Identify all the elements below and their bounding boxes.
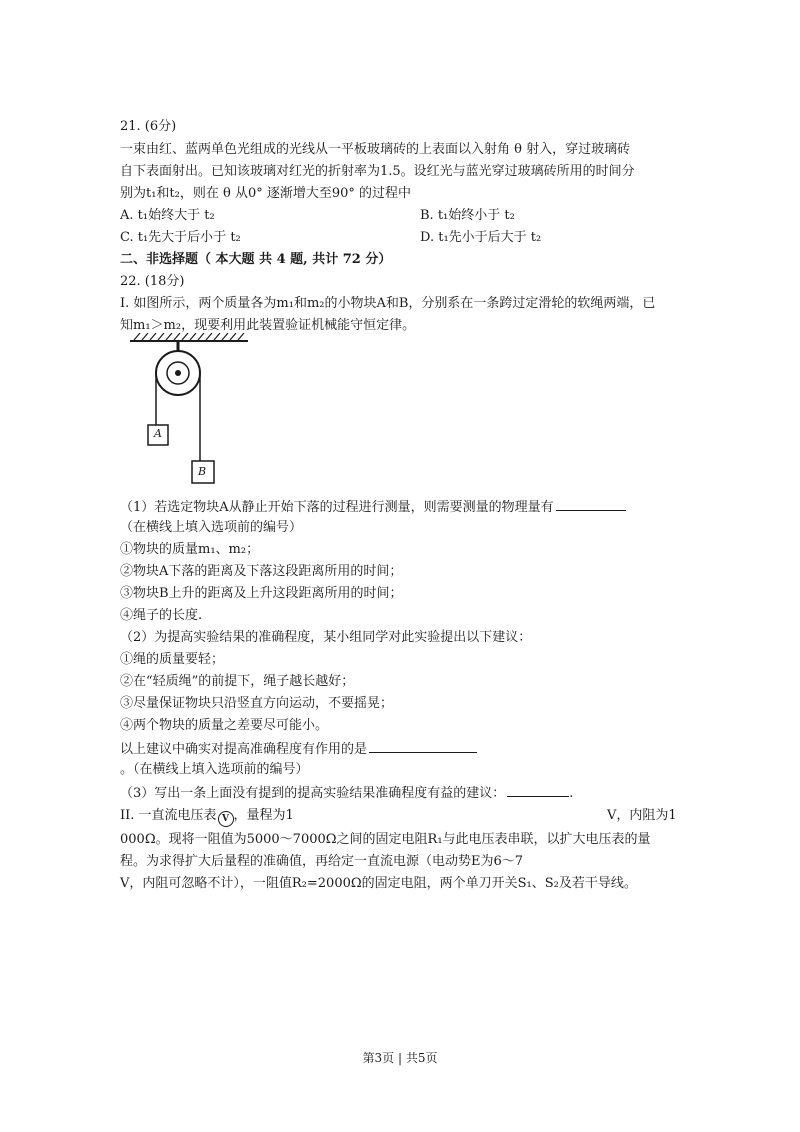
q22-sub3-end: . (569, 786, 574, 801)
voltmeter-icon: V (218, 811, 234, 827)
block-b-label: B (198, 465, 207, 478)
q22-part2-line-3: 程。为求得扩大后量程的准确值，再给定一直流电源（电动势E为6～7 (120, 854, 524, 869)
q22-sub1-blank (556, 497, 626, 511)
q22-sub1-item-1: ①物块的质量m₁、m₂； (120, 542, 260, 557)
q22-sub3-line (120, 783, 573, 803)
q22-sub2-question-text: 以上建议中确实对提高准确程度有作用的是 (120, 742, 368, 757)
q22-sub2-item-1: ①绳的质量要轻； (120, 652, 225, 667)
q21-option-a: A. t₁始终大于 t₂ (120, 208, 215, 223)
section-title: 二、非选择题（ 本大题 共 4 题, 共计 72 分） (120, 252, 392, 267)
q21-stem-line-2: 自下表面射出。已知该玻璃对红光的折射率为1.5。设红光与蓝光穿过玻璃砖所用的时间分 (120, 164, 635, 179)
q22-part2-line-1-right: V，内阻为1 (607, 808, 677, 823)
q21-stem-line-3: 别为t₁和t₂，则在 θ 从0° 逐渐增大至90° 的过程中 (120, 186, 412, 201)
q22-sub2-item-3: ③尽量保证物块只沿竖直方向运动，不要摇晃； (120, 696, 394, 711)
q22-sub3-blank (507, 783, 569, 797)
block-a-label: A (154, 427, 162, 440)
q21-stem-line-1: 一束由红、蓝两单色光组成的光线从一平板玻璃砖的上表面以入射角 θ 射入，穿过玻璃砖 (120, 142, 631, 157)
q21-option-c: C. t₁先大于后小于 t₂ (120, 230, 241, 245)
q22-sub2-question (120, 739, 477, 759)
q22-sub2-line-1: （2）为提高实验结果的准确程度，某小组同学对此实验提出以下建议： (120, 630, 532, 645)
q22-sub1-item-2: ②物块A下落的距离及下落这段距离所用的时间； (120, 564, 403, 579)
q22-part1-line-1: I. 如图所示，两个质量各为m₁和m₂的小物块A和B，分别系在一条跨过定滑轮的软绳两端，已 (120, 296, 656, 311)
q22-sub1-item-3: ③物块B上升的距离及上升这段距离所用的时间； (120, 586, 403, 601)
q22-part2-line-1 (120, 807, 294, 827)
q22-part2-line-4: V，内阻可忽略不计），一阻值R₂=2000Ω的固定电阻，两个单刀开关S₁、S₂及若干导线。 (120, 876, 637, 891)
q22-sub2-item-2: ②在“轻质绳”的前提下，绳子越长越好； (120, 674, 355, 689)
q22-sub1-line-1 (120, 497, 626, 517)
pulley-diagram (130, 333, 250, 488)
q21-option-b: B. t₁始终小于 t₂ (420, 208, 515, 223)
q22-part2-line-2: 000Ω。现将一阻值为5000～7000Ω之间的固定电阻R₁与此电压表串联，以扩大电压表的量 (120, 832, 651, 847)
q22-sub3-text: （3）写出一条上面没有提到的提高实验结果准确程度有益的建议： (120, 786, 506, 801)
q22-sub2-note: 。（在横线上填入选项前的编号） (120, 762, 309, 777)
q22-part1-line-2: 知m₁＞m₂，现要利用此装置验证机械能守恒定律。 (120, 318, 416, 333)
q22-sub1-line-2: （在横线上填入选项前的编号） (120, 520, 303, 535)
q22-part2-range: ，量程为1 (233, 808, 294, 823)
q22-sub2-blank (369, 739, 477, 753)
page-footer: 第3页 | 共5页 (362, 1051, 438, 1065)
q22-sub1-text: （1）若选定物块A从静止开始下落的过程进行测量，则需要测量的物理量有 (120, 500, 554, 515)
q22-sub1-item-4: ④绳子的长度. (120, 608, 203, 623)
q22-header: 22. (18分) (120, 274, 185, 289)
q21-option-d: D. t₁先小于后大于 t₂ (420, 230, 542, 245)
ceiling-hatching (134, 333, 244, 340)
q22-sub2-item-4: ④两个物块的质量之差要尽可能小。 (120, 718, 329, 733)
q21-header: 21. (6分) (120, 119, 177, 134)
q22-part2-label: II. 一直流电压表 (120, 808, 217, 823)
pulley-figure (130, 333, 250, 488)
